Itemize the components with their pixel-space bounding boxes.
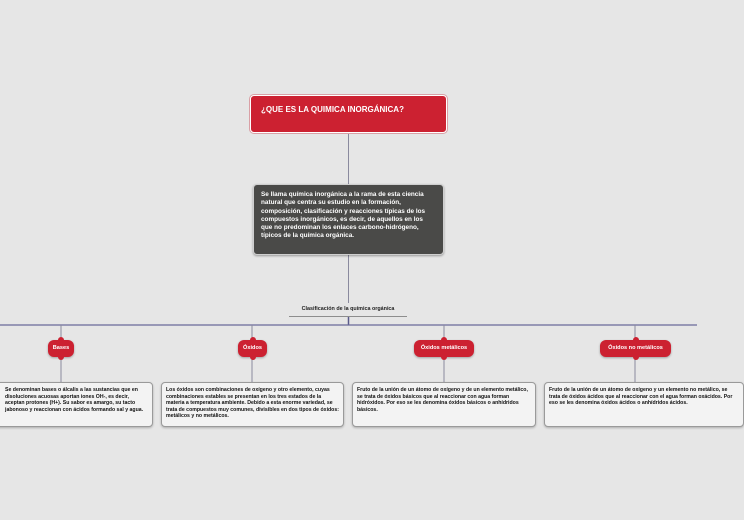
branch-label-bases: Bases <box>52 345 70 351</box>
branch-label-oxidos-metalicos: Óxidos metálicos <box>420 345 468 351</box>
root-topic-node[interactable] <box>250 95 447 133</box>
root-topic-title: ¿QUE ES LA QUIMICA INORGÁNICA? <box>261 105 404 114</box>
branch-node-oxidos[interactable] <box>238 340 267 357</box>
branch-label-oxidos: Óxidos <box>243 345 262 351</box>
classification-node[interactable] <box>289 303 407 317</box>
branch-node-oxidos-metalicos[interactable] <box>414 340 474 357</box>
branch-label-oxidos-no-metalicos: Óxidos no metálicos <box>608 345 663 351</box>
description-text-oxidos-no-metalicos: Fruto de la unión de un átomo de oxígeno y un elemento no metálico, se trata de óxidos ácidos que al reaccionar con el agua forman oxácidos. Por eso se les denomina óxidos ácidos o anhídridos ácidos. <box>549 387 733 407</box>
classification-label: Clasificación de la química orgánica <box>301 306 395 312</box>
definition-text: Se llama química inorgánica a la rama de esta ciencia natural que centra su estudio en la formación, composición, clasificación y reacciones típicas de los compuestos inorgánicos, es decir, de aquellos en los que no predominan los enlaces carbono-hidrógeno, típicos de la química orgánica. <box>261 191 426 240</box>
description-node-oxidos[interactable] <box>161 382 344 427</box>
branch-node-oxidos-no-metalicos[interactable] <box>600 340 671 357</box>
branch-node-bases[interactable] <box>48 340 74 357</box>
description-text-bases: Se denominan bases o álcalis a las sustancias que en disoluciones acuosas aportan iones OH-, es decir, aceptan protones (H+). Su sabor es amargo, su tacto jabonoso y reaccionan con ácidos formando sal y agua. <box>5 387 144 413</box>
description-node-oxidos-no-metalicos[interactable] <box>544 382 744 427</box>
definition-node[interactable] <box>253 184 444 255</box>
description-node-oxidos-metalicos[interactable] <box>352 382 536 427</box>
description-text-oxidos-metalicos: Fruto de la unión de un átomo de oxígeno y de un elemento metálico, se trata de óxidos básicos que al reaccionar con agua forman hidróxidos. Por eso se les denomina óxidos básicos o anhídridos básicos. <box>357 387 528 413</box>
description-node-bases[interactable] <box>0 382 153 427</box>
description-text-oxidos: Los óxidos son combinaciones de oxígeno y otro elemento, cuyas combinaciones estables se presentan en los tres estados de la materia a temperatura ambiente. Debido a esta enorme variedad, se trata de compuestos muy comunes, divisibles en dos tipos de óxidos: metálicos y no metálicos. <box>166 387 339 420</box>
